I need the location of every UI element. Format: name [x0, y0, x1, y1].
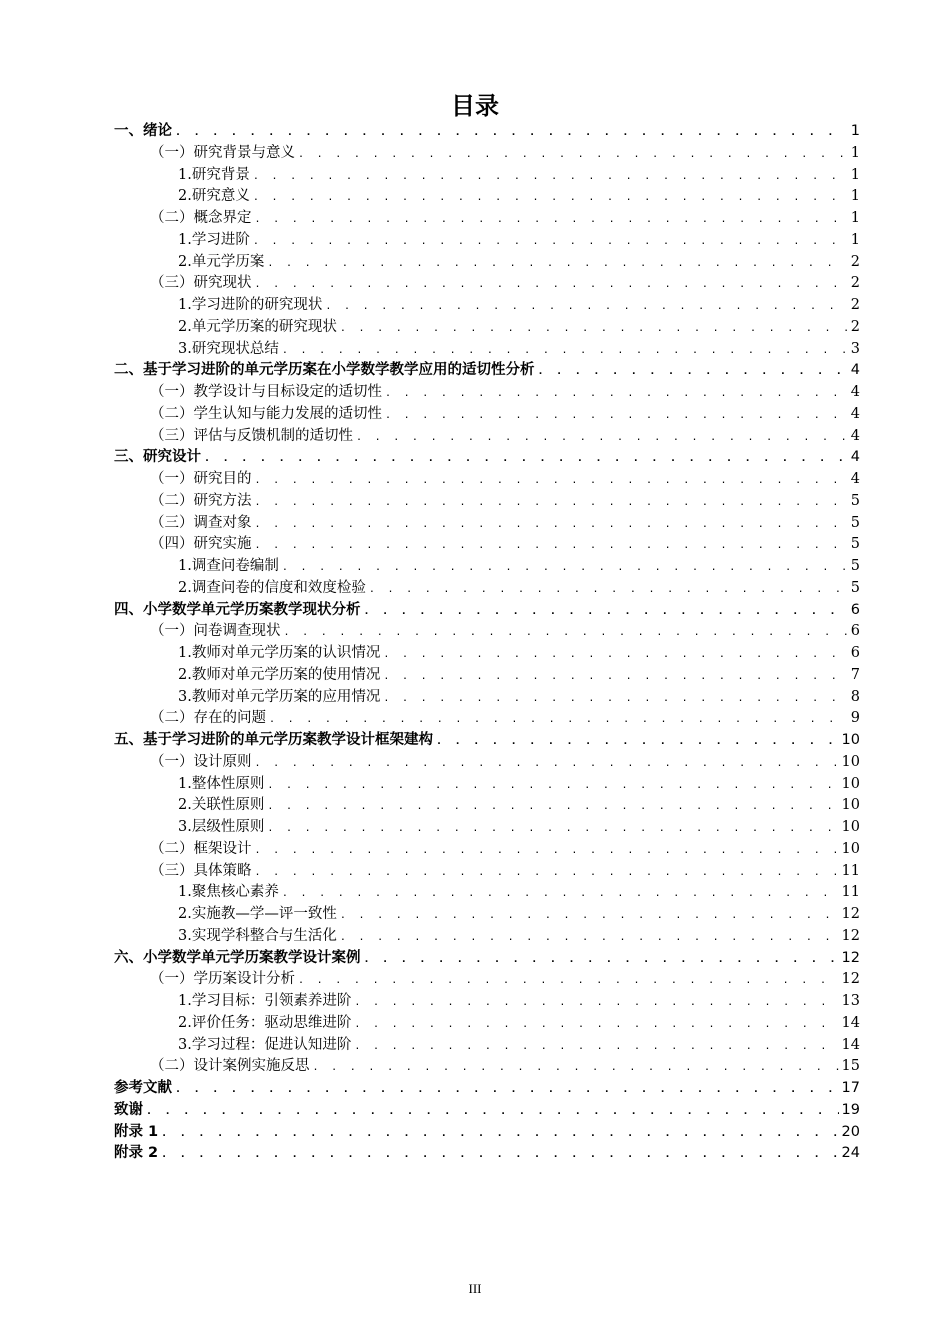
toc-entry[interactable]: [114, 469, 860, 491]
toc-dot-leader: [383, 666, 847, 688]
toc-entry-page: 5: [850, 536, 860, 553]
toc-dot-leader: [298, 144, 847, 166]
toc-dot-leader: [255, 535, 848, 557]
toc-entry-page: 13: [841, 993, 860, 1009]
toc-entry-label: （一）研究目的: [150, 471, 252, 487]
toc-entry-label: 3.实现学科整合与生活化: [178, 927, 337, 944]
toc-dot-leader: [356, 427, 847, 449]
toc-entry[interactable]: [114, 556, 860, 578]
toc-entry-page: 1: [850, 188, 860, 205]
toc-entry-page: 10: [841, 732, 860, 748]
toc-entry-label: 3.层级性原则: [178, 819, 265, 835]
toc-entry-page: 24: [841, 1145, 860, 1162]
toc-entry-page: 17: [841, 1080, 860, 1096]
toc-entry-page: 5: [850, 492, 860, 509]
toc-dot-leader: [354, 1036, 838, 1058]
toc-dot-leader: [383, 644, 847, 666]
toc-entry-page: 1: [850, 166, 860, 183]
toc-entry[interactable]: [114, 339, 860, 361]
toc-entry[interactable]: [114, 252, 860, 274]
toc-entry-label: 附录 1: [114, 1123, 159, 1140]
toc-dot-leader: [354, 1014, 838, 1036]
toc-dot-leader: [267, 818, 838, 840]
toc-dot-leader: [385, 383, 847, 405]
toc-entry-label: （二）学生认知与能力发展的适切性: [150, 405, 382, 422]
toc-dot-leader: [364, 601, 848, 623]
toc-entry-label: 3.学习过程：促进认知进阶: [178, 1036, 352, 1053]
toc-entry-label: （二）存在的问题: [150, 710, 266, 727]
toc-entry-label: （二）框架设计: [150, 840, 252, 857]
toc-entry-page: 15: [841, 1058, 860, 1075]
toc-dot-leader: [204, 448, 847, 470]
toc-entry-page: 12: [841, 949, 860, 966]
toc-dot-leader: [253, 231, 847, 253]
toc-dot-leader: [146, 1101, 839, 1123]
page-number: III: [468, 1281, 482, 1296]
toc-entry[interactable]: [114, 404, 860, 426]
toc-entry-label: （二）研究方法: [150, 492, 252, 509]
toc-entry-label: 2.关联性原则: [178, 797, 265, 814]
toc-entry-page: 12: [841, 906, 860, 922]
toc-dot-leader: [385, 405, 847, 427]
toc-entry-page: 11: [841, 884, 860, 901]
toc-entry-page: 10: [841, 753, 860, 770]
toc-dot-leader: [369, 579, 847, 601]
toc-entry-page: 10: [841, 797, 860, 814]
toc-entry[interactable]: [114, 273, 860, 295]
toc-entry[interactable]: [114, 360, 860, 382]
toc-dot-leader: [538, 361, 848, 383]
toc-entry[interactable]: [114, 795, 860, 817]
toc-entry-page: 2: [850, 318, 860, 335]
toc-entry-page: 8: [850, 688, 860, 705]
toc-entry[interactable]: [114, 1013, 860, 1035]
toc-entry[interactable]: [114, 208, 860, 230]
toc-title: 目录: [451, 92, 499, 120]
toc-entry-label: 2.单元学历案的研究现状: [178, 318, 337, 335]
toc-entry-page: 6: [850, 623, 860, 640]
toc-entry-label: 一、绪论: [114, 123, 172, 139]
toc-dot-leader: [175, 1079, 839, 1101]
toc-dot-leader: [436, 731, 839, 753]
toc-entry-page: 12: [841, 927, 860, 944]
toc-dot-leader: [269, 709, 847, 731]
toc-entry-label: 1.调查问卷编制: [178, 558, 279, 574]
toc-dot-leader: [255, 492, 848, 514]
toc-entry-label: （一）问卷调查现状: [150, 623, 281, 640]
toc-entry-label: （三）具体策略: [150, 862, 252, 879]
toc-entry[interactable]: [114, 621, 860, 643]
toc-entry[interactable]: [114, 578, 860, 600]
toc-entry-page: 2: [850, 275, 860, 292]
toc-entry[interactable]: [114, 1143, 860, 1165]
toc-entry[interactable]: [114, 730, 860, 752]
toc-dot-leader: [383, 688, 847, 710]
toc-entry[interactable]: [114, 1122, 860, 1144]
toc-entry-label: （三）调查对象: [150, 514, 252, 531]
toc-entry-page: 4: [850, 405, 860, 422]
toc-entry[interactable]: [114, 991, 860, 1013]
toc-entry-page: 6: [850, 645, 860, 661]
toc-entry-page: 4: [850, 362, 860, 379]
toc-entry-label: 3.研究现状总结: [178, 340, 279, 357]
toc-dot-leader: [340, 905, 839, 927]
toc-entry[interactable]: [114, 317, 860, 339]
toc-entry-page: 4: [850, 384, 860, 400]
toc-entry-label: 1.学习目标：引领素养进阶: [178, 993, 352, 1009]
toc-entry[interactable]: [114, 230, 860, 252]
toc-entry-page: 4: [850, 427, 860, 444]
toc-entry-label: 2.教师对单元学历案的使用情况: [178, 666, 381, 683]
toc-entry[interactable]: [114, 600, 860, 622]
toc-entry-page: 10: [841, 819, 860, 835]
toc-entry-page: 5: [850, 579, 860, 596]
toc-dot-leader: [255, 840, 839, 862]
toc-entry-label: 五、基于学习进阶的单元学历案教学设计框架建构: [114, 732, 433, 748]
toc-entry-label: 附录 2: [114, 1145, 159, 1162]
toc-entry-label: 2.研究意义: [178, 188, 250, 205]
toc-entry-page: 6: [850, 601, 860, 618]
toc-dot-leader: [161, 1123, 838, 1145]
toc-dot-leader: [161, 1144, 838, 1166]
toc-entry[interactable]: [114, 143, 860, 165]
toc-entry-page: 4: [850, 471, 860, 487]
toc-entry-label: 1.学习进阶: [178, 231, 250, 248]
toc-entry[interactable]: [114, 1056, 860, 1078]
toc-dot-leader: [340, 927, 839, 949]
toc-dot-leader: [313, 1057, 839, 1079]
table-of-contents: [114, 121, 860, 1165]
toc-entry[interactable]: [114, 643, 860, 665]
toc-entry-page: 9: [850, 710, 860, 727]
toc-dot-leader: [340, 318, 847, 340]
toc-dot-leader: [267, 775, 838, 797]
toc-entry-label: 六、小学数学单元学历案教学设计案例: [114, 949, 361, 966]
toc-entry-label: （一）设计原则: [150, 753, 252, 770]
toc-entry-label: 3.教师对单元学历案的应用情况: [178, 688, 381, 705]
toc-dot-leader: [255, 209, 848, 231]
toc-entry[interactable]: [114, 447, 860, 469]
toc-entry-label: （三）研究现状: [150, 275, 252, 292]
toc-dot-leader: [298, 970, 839, 992]
toc-entry-page: 12: [841, 971, 860, 988]
toc-entry[interactable]: [114, 121, 860, 143]
toc-dot-leader: [255, 274, 848, 296]
toc-entry-page: 10: [841, 775, 860, 792]
toc-entry-page: 7: [850, 666, 860, 683]
toc-entry[interactable]: [114, 948, 860, 970]
toc-entry[interactable]: [114, 817, 860, 839]
toc-entry-page: 10: [841, 840, 860, 857]
toc-entry[interactable]: [114, 186, 860, 208]
toc-entry-label: （四）研究实施: [150, 536, 252, 553]
toc-entry-label: 四、小学数学单元学历案教学现状分析: [114, 601, 361, 618]
toc-dot-leader: [175, 122, 847, 144]
toc-entry-page: 1: [850, 210, 860, 226]
toc-entry-label: 2.实施教—学—评一致性: [178, 906, 337, 922]
toc-dot-leader: [267, 796, 838, 818]
toc-entry[interactable]: [114, 882, 860, 904]
toc-entry[interactable]: [114, 382, 860, 404]
toc-entry[interactable]: [114, 926, 860, 948]
toc-entry-label: 1.聚焦核心素养: [178, 884, 279, 901]
toc-dot-leader: [325, 296, 847, 318]
toc-dot-leader: [282, 557, 847, 579]
toc-entry-page: 2: [850, 297, 860, 313]
toc-entry[interactable]: [114, 426, 860, 448]
toc-entry-page: 4: [850, 449, 860, 466]
toc-entry-label: （一）研究背景与意义: [150, 144, 295, 161]
toc-dot-leader: [255, 514, 848, 536]
toc-dot-leader: [364, 949, 839, 971]
toc-entry-label: 1.研究背景: [178, 166, 250, 183]
toc-dot-leader: [255, 862, 839, 884]
toc-entry-page: 2: [850, 253, 860, 270]
toc-entry[interactable]: [114, 1035, 860, 1057]
toc-entry[interactable]: [114, 904, 860, 926]
toc-dot-leader: [267, 253, 847, 275]
toc-entry-page: 5: [850, 558, 860, 574]
toc-dot-leader: [253, 187, 847, 209]
toc-entry-label: 1.教师对单元学历案的认识情况: [178, 645, 381, 661]
toc-dot-leader: [354, 992, 838, 1014]
toc-entry-page: 19: [841, 1101, 860, 1118]
toc-entry[interactable]: [114, 969, 860, 991]
toc-entry[interactable]: [114, 513, 860, 535]
toc-entry-label: 二、基于学习进阶的单元学历案在小学数学教学应用的适切性分析: [114, 362, 535, 379]
toc-entry-label: 参考文献: [114, 1080, 172, 1096]
toc-entry-label: （一）学历案设计分析: [150, 971, 295, 988]
toc-entry[interactable]: [114, 774, 860, 796]
toc-entry[interactable]: [114, 295, 860, 317]
toc-entry-page: 5: [850, 514, 860, 531]
toc-entry[interactable]: [114, 534, 860, 556]
toc-entry[interactable]: [114, 839, 860, 861]
toc-entry-page: 3: [850, 340, 860, 357]
toc-entry-label: 致谢: [114, 1101, 143, 1118]
toc-entry[interactable]: [114, 752, 860, 774]
toc-entry-label: （二）设计案例实施反思: [150, 1058, 310, 1075]
toc-entry[interactable]: [114, 665, 860, 687]
toc-entry[interactable]: [114, 1078, 860, 1100]
toc-entry-label: 2.调查问卷的信度和效度检验: [178, 579, 366, 596]
toc-entry[interactable]: [114, 861, 860, 883]
toc-entry-page: 20: [841, 1123, 860, 1140]
toc-entry-label: （二）概念界定: [150, 210, 252, 226]
toc-entry-label: （三）评估与反馈机制的适切性: [150, 427, 353, 444]
toc-entry-page: 1: [850, 123, 860, 139]
toc-entry-label: 2.单元学历案: [178, 253, 265, 270]
toc-dot-leader: [282, 883, 839, 905]
toc-entry[interactable]: [114, 708, 860, 730]
toc-entry[interactable]: [114, 687, 860, 709]
toc-entry-label: 1.学习进阶的研究现状: [178, 297, 323, 313]
toc-dot-leader: [284, 622, 848, 644]
toc-entry-page: 14: [841, 1036, 860, 1053]
toc-entry-label: 2.评价任务：驱动思维进阶: [178, 1014, 352, 1031]
toc-entry[interactable]: [114, 165, 860, 187]
toc-entry-page: 11: [841, 862, 860, 879]
toc-dot-leader: [253, 166, 847, 188]
toc-entry-page: 1: [850, 144, 860, 161]
toc-entry[interactable]: [114, 491, 860, 513]
toc-entry[interactable]: [114, 1100, 860, 1122]
toc-entry-label: 三、研究设计: [114, 449, 201, 466]
toc-entry-page: 14: [841, 1014, 860, 1031]
toc-dot-leader: [282, 340, 847, 362]
toc-dot-leader: [255, 470, 848, 492]
toc-entry-label: （一）教学设计与目标设定的适切性: [150, 384, 382, 400]
toc-dot-leader: [255, 753, 839, 775]
toc-entry-page: 1: [850, 231, 860, 248]
toc-entry-label: 1.整体性原则: [178, 775, 265, 792]
